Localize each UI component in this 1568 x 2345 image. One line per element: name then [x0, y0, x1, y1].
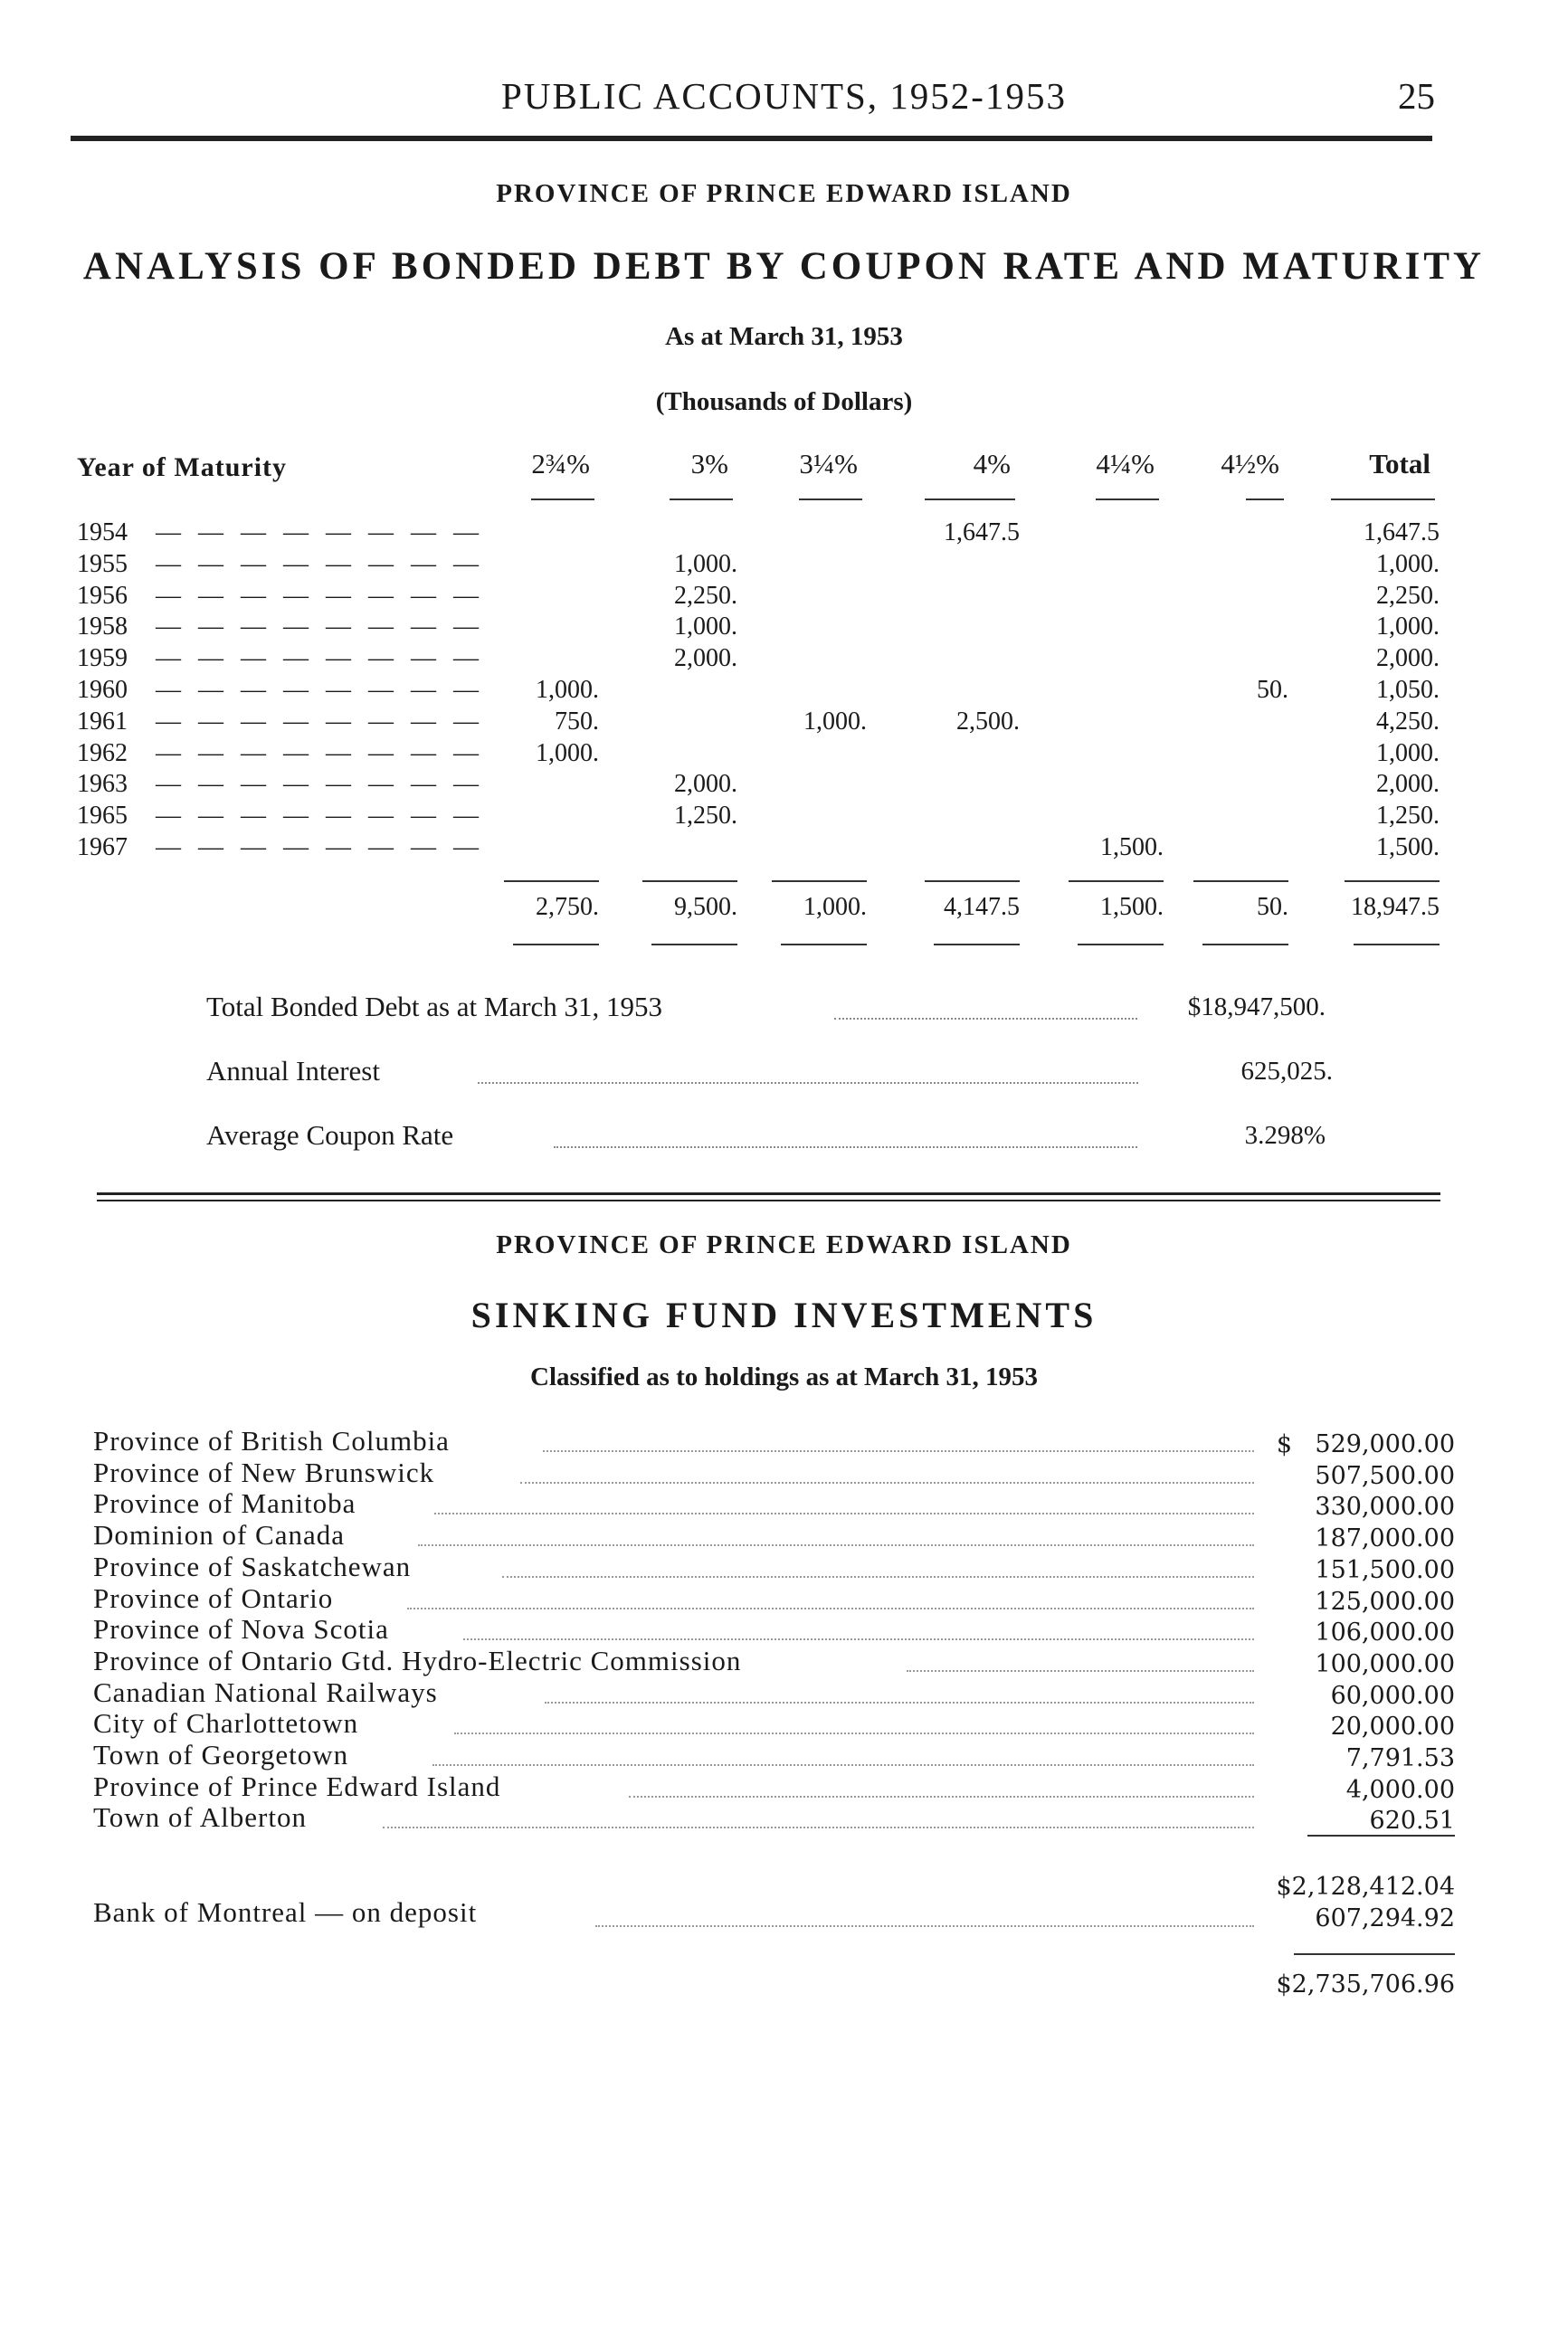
- year-cell: 1961: [77, 707, 128, 736]
- holding-leader-dots: [407, 1608, 1254, 1609]
- total-bottom-rule-4: [1078, 944, 1164, 945]
- year-cell: 1959: [77, 644, 128, 673]
- year-cell: 1963: [77, 770, 128, 799]
- grand-total-rule: [1294, 1953, 1455, 1955]
- rate-header-1: 3%: [690, 448, 728, 479]
- year-dash-leader: — — — — — — — —: [156, 549, 484, 578]
- amount-cell: 1,000.: [674, 612, 737, 641]
- holding-leader-dots: [629, 1796, 1254, 1798]
- summary-value-0: $18,947,500.: [1187, 992, 1326, 1021]
- holding-leader-dots: [454, 1733, 1254, 1734]
- rate-header-6: Total: [1369, 448, 1430, 479]
- deposit-value: 607,294.92: [1315, 1904, 1455, 1932]
- year-cell: 1965: [77, 802, 128, 831]
- header-rule-0: [531, 498, 594, 500]
- year-dash-leader: — — — — — — — —: [156, 707, 484, 736]
- total-top-rule-2: [772, 880, 867, 882]
- holding-value: 151,500.00: [1315, 1555, 1455, 1584]
- bonded-debt-title: ANALYSIS OF BONDED DEBT BY COUPON RATE AND MATURITY: [82, 245, 1486, 288]
- holding-value: 20,000.00: [1330, 1713, 1455, 1742]
- year-cell: 1958: [77, 612, 128, 641]
- rate-header-5: 4½%: [1221, 448, 1279, 479]
- year-cell: 1956: [77, 581, 128, 610]
- holding-label: Town of Alberton: [93, 1801, 307, 1834]
- year-of-maturity-header: Year of Maturity: [77, 452, 288, 482]
- page-number: 25: [1398, 75, 1435, 117]
- amount-cell: 1,000.: [1376, 738, 1440, 767]
- total-cell-5: 50.: [1257, 893, 1288, 921]
- year-cell: 1962: [77, 738, 128, 767]
- holding-value: 4,000.00: [1345, 1775, 1455, 1804]
- holding-leader-dots: [383, 1827, 1254, 1828]
- amount-cell: 2,000.: [674, 770, 737, 799]
- holding-leader-dots: [434, 1513, 1254, 1514]
- holding-value: 60,000.00: [1330, 1681, 1455, 1710]
- running-title: PUBLIC ACCOUNTS, 1952-1953: [501, 75, 1067, 117]
- summary-leader-dots: [554, 1146, 1137, 1148]
- rate-header-3: 4%: [973, 448, 1011, 479]
- amount-cell: 1,000.: [536, 676, 599, 704]
- holding-label: Province of British Columbia: [93, 1425, 450, 1457]
- header-rule-3: [925, 498, 1015, 500]
- amount-cell: 2,000.: [1376, 644, 1440, 673]
- bonded-debt-as-at: As at March 31, 1953: [665, 322, 903, 351]
- total-cell-3: 4,147.5: [944, 893, 1020, 921]
- holding-leader-dots: [543, 1450, 1254, 1452]
- total-bottom-rule-6: [1354, 944, 1440, 945]
- holding-value: 620.51: [1369, 1807, 1455, 1836]
- total-cell-6: 18,947.5: [1351, 893, 1440, 921]
- holding-value: 106,000.00: [1315, 1619, 1455, 1647]
- amount-cell: 1,647.5: [1364, 518, 1440, 546]
- summary-value-1: 625,025.: [1240, 1057, 1333, 1086]
- amount-cell: 1,250.: [674, 802, 737, 831]
- holding-label: Dominion of Canada: [93, 1519, 346, 1552]
- total-cell-1: 9,500.: [674, 893, 737, 921]
- year-dash-leader: — — — — — — — —: [156, 802, 484, 831]
- year-dash-leader: — — — — — — — —: [156, 770, 484, 799]
- subtotal-rule: [1307, 1835, 1455, 1837]
- amount-cell: 750.: [555, 707, 599, 736]
- year-cell: 1955: [77, 549, 128, 578]
- holding-label: Province of Nova Scotia: [93, 1613, 389, 1646]
- holding-label: Province of Saskatchewan: [93, 1550, 412, 1582]
- amount-cell: 1,500.: [1376, 833, 1440, 861]
- sinking-fund-subtotal: $2,128,412.04: [1276, 1873, 1455, 1901]
- holding-leader-dots: [432, 1764, 1254, 1766]
- bonded-debt-province-heading: PROVINCE OF PRINCE EDWARD ISLAND: [496, 179, 1072, 208]
- deposit-leader-dots: [595, 1925, 1254, 1927]
- year-dash-leader: — — — — — — — —: [156, 644, 484, 673]
- holding-value: 100,000.00: [1315, 1649, 1455, 1678]
- bonded-debt-units: (Thousands of Dollars): [655, 387, 913, 416]
- summary-label-1: Annual Interest: [206, 1055, 380, 1087]
- total-bottom-rule-1: [651, 944, 737, 945]
- rate-header-2: 3¼%: [799, 448, 858, 479]
- deposit-label: Bank of Montreal — on deposit: [93, 1896, 478, 1928]
- summary-leader-dots: [478, 1082, 1138, 1084]
- holding-leader-dots: [520, 1482, 1254, 1484]
- sinking-fund-grand-total: $2,735,706.96: [1276, 1970, 1455, 1998]
- header-rule: [71, 136, 1432, 141]
- total-top-rule-3: [925, 880, 1020, 882]
- header-rule-5: [1246, 498, 1284, 500]
- amount-cell: 1,000.: [674, 549, 737, 578]
- total-top-rule-6: [1345, 880, 1440, 882]
- total-bottom-rule-2: [781, 944, 867, 945]
- total-bottom-rule-0: [513, 944, 599, 945]
- holding-leader-dots: [907, 1670, 1254, 1672]
- holding-label: City of Charlottetown: [93, 1707, 359, 1740]
- summary-label-2: Average Coupon Rate: [206, 1119, 454, 1151]
- rate-header-0: 2¾%: [531, 448, 590, 479]
- amount-cell: 1,000.: [1376, 612, 1440, 641]
- year-dash-leader: — — — — — — — —: [156, 833, 484, 861]
- rate-header-4: 4¼%: [1096, 448, 1155, 479]
- holding-leader-dots: [502, 1576, 1254, 1578]
- sinking-fund-subtitle: Classified as to holdings as at March 31, 1953: [530, 1362, 1038, 1391]
- amount-cell: 1,000.: [1376, 549, 1440, 578]
- holding-label: Province of Ontario Gtd. Hydro-Electric Commission: [93, 1644, 742, 1676]
- sinking-fund-title: SINKING FUND INVESTMENTS: [470, 1295, 1098, 1335]
- holding-leader-dots: [418, 1544, 1254, 1546]
- total-top-rule-1: [642, 880, 737, 882]
- amount-cell: 50.: [1257, 676, 1288, 704]
- dollar-sign: $: [1276, 1430, 1292, 1458]
- sinking-fund-province-heading: PROVINCE OF PRINCE EDWARD ISLAND: [496, 1230, 1072, 1259]
- year-dash-leader: — — — — — — — —: [156, 612, 484, 641]
- holding-value: 187,000.00: [1315, 1524, 1455, 1553]
- total-bottom-rule-5: [1202, 944, 1288, 945]
- holding-value: 7,791.53: [1345, 1744, 1455, 1772]
- year-cell: 1967: [77, 833, 128, 861]
- summary-leader-dots: [834, 1018, 1137, 1020]
- year-dash-leader: — — — — — — — —: [156, 518, 484, 546]
- year-dash-leader: — — — — — — — —: [156, 676, 484, 704]
- year-dash-leader: — — — — — — — —: [156, 738, 484, 767]
- amount-cell: 2,250.: [674, 581, 737, 610]
- holding-label: Province of Ontario: [93, 1581, 334, 1614]
- summary-label-0: Total Bonded Debt as at March 31, 1953: [206, 991, 663, 1022]
- amount-cell: 2,250.: [1376, 581, 1440, 610]
- total-cell-4: 1,500.: [1100, 893, 1164, 921]
- holding-leader-dots: [463, 1638, 1254, 1640]
- amount-cell: 2,000.: [674, 644, 737, 673]
- total-top-rule-4: [1069, 880, 1164, 882]
- total-cell-2: 1,000.: [803, 893, 867, 921]
- amount-cell: 4,250.: [1376, 707, 1440, 736]
- holding-label: Province of Manitoba: [93, 1487, 356, 1520]
- amount-cell: 2,500.: [956, 707, 1020, 736]
- amount-cell: 1,050.: [1376, 676, 1440, 704]
- total-top-rule-5: [1193, 880, 1288, 882]
- holding-leader-dots: [545, 1702, 1254, 1704]
- year-dash-leader: — — — — — — — —: [156, 581, 484, 610]
- holding-label: Province of New Brunswick: [93, 1456, 435, 1488]
- holding-label: Province of Prince Edward Island: [93, 1770, 501, 1802]
- amount-cell: 1,250.: [1376, 802, 1440, 831]
- header-rule-2: [799, 498, 862, 500]
- holding-value: 330,000.00: [1315, 1493, 1455, 1522]
- amount-cell: 1,500.: [1100, 833, 1164, 861]
- amount-cell: 1,647.5: [944, 518, 1020, 546]
- amount-cell: 1,000.: [803, 707, 867, 736]
- summary-value-2: 3.298%: [1244, 1121, 1326, 1150]
- section-divider: [97, 1192, 1440, 1195]
- total-bottom-rule-3: [934, 944, 1020, 945]
- total-cell-0: 2,750.: [536, 893, 599, 921]
- holding-value: 507,500.00: [1315, 1461, 1455, 1490]
- year-cell: 1960: [77, 676, 128, 704]
- section-divider-double: [97, 1200, 1440, 1201]
- holding-value: 125,000.00: [1315, 1587, 1455, 1616]
- holding-label: Town of Georgetown: [93, 1739, 349, 1771]
- header-rule-6: [1331, 498, 1435, 500]
- header-rule-1: [670, 498, 733, 500]
- year-cell: 1954: [77, 518, 128, 546]
- amount-cell: 1,000.: [536, 738, 599, 767]
- holding-value: 529,000.00: [1315, 1430, 1455, 1458]
- header-rule-4: [1096, 498, 1159, 500]
- total-top-rule-0: [504, 880, 599, 882]
- amount-cell: 2,000.: [1376, 770, 1440, 799]
- holding-label: Canadian National Railways: [93, 1676, 438, 1708]
